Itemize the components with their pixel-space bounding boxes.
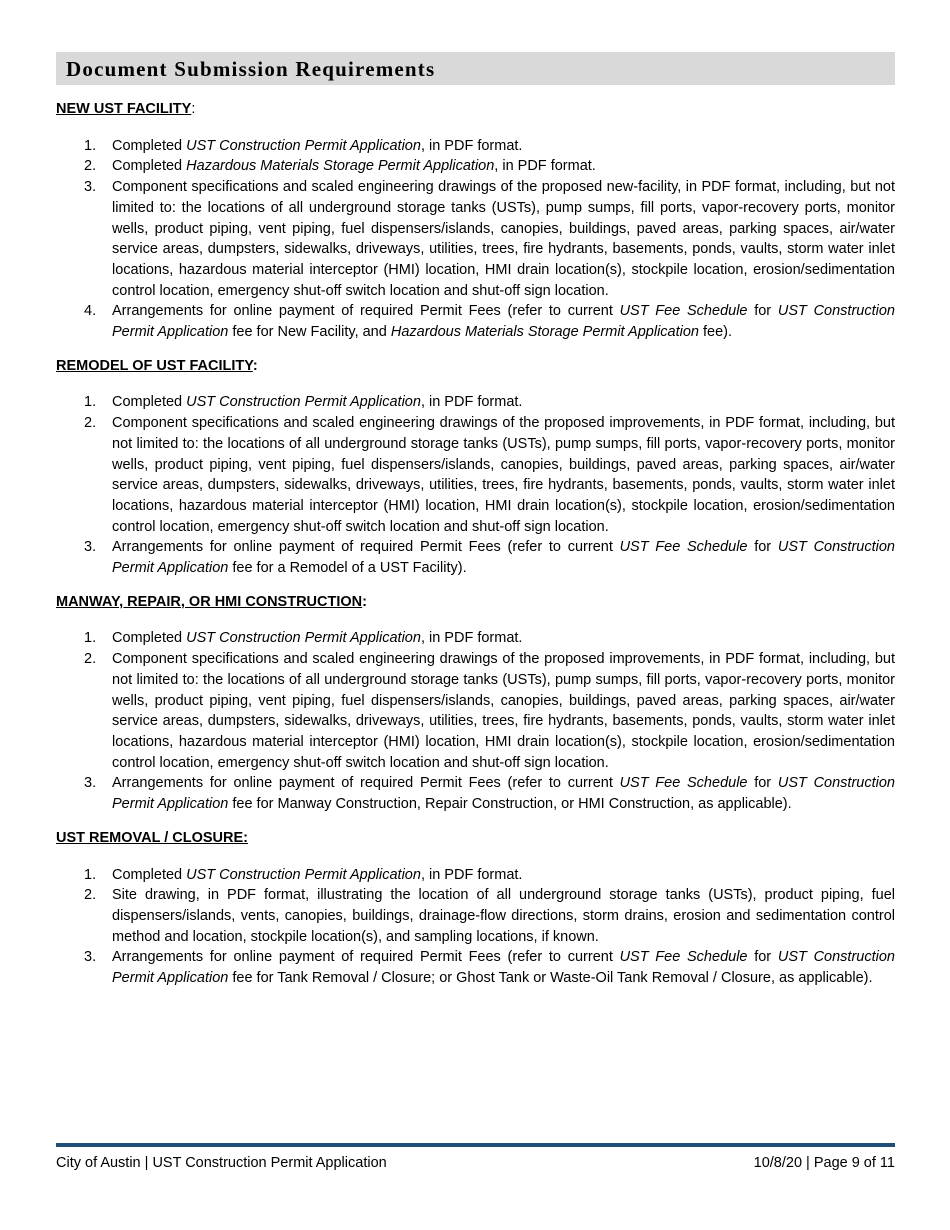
list-item bbox=[56, 156, 895, 177]
list-item-text: Completed bbox=[112, 866, 187, 883]
list-item-text: , in PDF format. bbox=[420, 866, 523, 883]
list-item-number: 3. bbox=[84, 539, 97, 556]
section-heading-text: NEW UST FACILITY bbox=[56, 101, 192, 117]
section-heading bbox=[56, 592, 895, 613]
list-item bbox=[56, 649, 895, 773]
section-heading-suffix: : bbox=[191, 101, 196, 117]
list-item-text: for bbox=[747, 775, 778, 792]
list-item-text: Completed bbox=[112, 394, 187, 411]
requirements-list bbox=[56, 865, 895, 989]
document-title-reference: UST Construction Permit Application bbox=[112, 775, 895, 813]
list-item-number: 2. bbox=[84, 158, 97, 175]
list-item-number: 3. bbox=[84, 949, 97, 966]
section-heading-text: MANWAY, REPAIR, OR HMI CONSTRUCTION bbox=[56, 593, 363, 610]
document-title-reference: UST Fee Schedule bbox=[619, 949, 748, 966]
requirements-section bbox=[56, 828, 895, 989]
page-title: Document Submission Requirements bbox=[66, 57, 436, 81]
list-item-text: for bbox=[747, 949, 778, 966]
list-item-text: Component specifications and scaled engineering drawings of the proposed improvements, in PDF format, including, but not limited to: the locations of all underground storage tanks (USTs), pump sumps, fill ports, vapor-recovery ports, monitor wells, product piping, vent piping, fuel dispensers/islands, canopies, buildings, paved areas, parking spaces, air/water service areas, dumpsters, sidewalks, driveways, utilities, trees, fire hydrants, basements, ponds, vaults, storm water inlet locations, hazardous material interceptor (HMI) location, HMI drain location(s), stockpile location, erosion/sedimentation control location, emergency shut-off switch location and shut-off sign location. bbox=[112, 651, 895, 771]
list-item bbox=[56, 628, 895, 649]
list-item-number: 2. bbox=[84, 651, 97, 668]
requirements-list bbox=[56, 136, 895, 343]
document-title-reference: UST Construction Permit Application bbox=[186, 137, 421, 154]
section-heading bbox=[56, 828, 895, 849]
list-item-number: 1. bbox=[84, 630, 97, 647]
footer-document-name: City of Austin | UST Construction Permit Application bbox=[56, 1155, 387, 1171]
section-heading-text: UST REMOVAL / CLOSURE: bbox=[56, 829, 248, 846]
document-title-reference: UST Construction Permit Application bbox=[186, 394, 421, 411]
list-item-number: 4. bbox=[84, 303, 97, 320]
section-heading-text: REMODEL OF UST FACILITY bbox=[56, 357, 253, 374]
list-item-text: Arrangements for online payment of required Permit Fees (refer to current bbox=[112, 949, 620, 966]
document-title-reference: UST Fee Schedule bbox=[619, 539, 748, 556]
list-item bbox=[56, 885, 895, 947]
list-item-text: Arrangements for online payment of required Permit Fees (refer to current bbox=[112, 775, 620, 792]
section-heading bbox=[56, 356, 895, 377]
list-item-text: fee for Manway Construction, Repair Construction, or HMI Construction, as applicable). bbox=[228, 796, 792, 813]
list-item-number: 3. bbox=[84, 775, 97, 792]
requirements-section bbox=[56, 356, 895, 579]
list-item-number: 1. bbox=[84, 394, 97, 411]
list-item-text: , in PDF format. bbox=[420, 137, 523, 154]
list-item-text: Component specifications and scaled engineering drawings of the proposed improvements, in PDF format, including, but not limited to: the locations of all underground storage tanks (USTs), pump sumps, fill ports, vapor-recovery ports, monitor wells, product piping, vent piping, fuel dispensers/islands, canopies, buildings, paved areas, parking spaces, air/water service areas, dumpsters, sidewalks, driveways, utilities, trees, fire hydrants, basements, ponds, vaults, storm water inlet locations, hazardous material interceptor (HMI) location, HMI drain location(s), stockpile location, erosion/sedimentation control location, emergency shut-off switch location and shut-off sign location. bbox=[112, 415, 895, 535]
footer-page-info: 10/8/20 | Page 9 of 11 bbox=[753, 1155, 895, 1171]
list-item bbox=[56, 136, 895, 157]
section-heading bbox=[56, 99, 895, 120]
document-title-reference: Hazardous Materials Storage Permit Application bbox=[390, 324, 699, 341]
list-item-text: , in PDF format. bbox=[420, 394, 523, 411]
list-item bbox=[56, 301, 895, 342]
list-item-text: Component specifications and scaled engineering drawings of the proposed new-facility, in PDF format, including, but not limited to: the locations of all underground storage tanks (USTs), pump sumps, fill ports, vapor-recovery ports, monitor wells, product piping, vent piping, fuel dispensers/islands, canopies, buildings, paved areas, parking spaces, air/water service areas, dumpsters, sidewalks, driveways, utilities, trees, fire hydrants, basements, ponds, vaults, storm water inlet locations, hazardous material interceptor (HMI) location, HMI drain location(s), stockpile location, erosion/sedimentation control location, emergency shut-off switch location and shut-off sign location. bbox=[112, 179, 895, 299]
section-heading-suffix: : bbox=[362, 593, 367, 610]
list-item-text: Arrangements for online payment of required Permit Fees (refer to current bbox=[112, 539, 620, 556]
document-title-reference: Hazardous Materials Storage Permit Application bbox=[186, 158, 495, 175]
list-item bbox=[56, 865, 895, 886]
section-title-bar bbox=[56, 52, 895, 85]
list-item-text: fee for New Facility, and bbox=[228, 324, 391, 341]
list-item-text: Completed bbox=[112, 158, 187, 175]
list-item-number: 1. bbox=[84, 137, 97, 154]
footer-rule bbox=[56, 1143, 895, 1147]
list-item-text: fee). bbox=[699, 324, 733, 341]
list-item-number: 2. bbox=[84, 415, 97, 432]
document-title-reference: UST Fee Schedule bbox=[619, 303, 748, 320]
requirements-content bbox=[56, 99, 895, 1002]
document-title-reference: UST Construction Permit Application bbox=[186, 630, 421, 647]
list-item-text: for bbox=[747, 303, 778, 320]
list-item bbox=[56, 773, 895, 814]
list-item-text: fee for a Remodel of a UST Facility). bbox=[228, 560, 467, 577]
document-title-reference: UST Construction Permit Application bbox=[186, 866, 421, 883]
list-item-text: for bbox=[747, 539, 778, 556]
list-item-text: , in PDF format. bbox=[420, 630, 523, 647]
requirements-list bbox=[56, 628, 895, 814]
list-item bbox=[56, 947, 895, 988]
list-item bbox=[56, 392, 895, 413]
list-item-text: fee for Tank Removal / Closure; or Ghost Tank or Waste-Oil Tank Removal / Closure, as applicable). bbox=[228, 970, 873, 987]
requirements-section bbox=[56, 592, 895, 815]
list-item-number: 1. bbox=[84, 866, 97, 883]
document-title-reference: UST Construction Permit Application bbox=[112, 539, 895, 577]
list-item-text: Site drawing, in PDF format, illustrating the location of all underground storage tanks (USTs), product piping, fuel dispensers/islands, vents, canopies, buildings, drainage-flow directions, storm drains, erosion and sedimentation control method and location, stockpile location(s), and sampling locations, if known. bbox=[112, 887, 895, 945]
document-title-reference: UST Construction Permit Application bbox=[112, 949, 895, 987]
list-item bbox=[56, 177, 895, 301]
document-title-reference: UST Construction Permit Application bbox=[112, 303, 895, 341]
list-item bbox=[56, 413, 895, 537]
list-item-text: Arrangements for online payment of required Permit Fees (refer to current bbox=[112, 303, 620, 320]
requirements-section bbox=[56, 99, 895, 343]
list-item-text: , in PDF format. bbox=[494, 158, 596, 175]
list-item-text: Completed bbox=[112, 630, 187, 647]
list-item bbox=[56, 537, 895, 578]
list-item-number: 2. bbox=[84, 887, 97, 904]
section-heading-suffix: : bbox=[252, 357, 258, 374]
document-title-reference: UST Fee Schedule bbox=[619, 775, 748, 792]
requirements-list bbox=[56, 392, 895, 578]
list-item-text: Completed bbox=[112, 137, 187, 154]
list-item-number: 3. bbox=[84, 179, 97, 196]
